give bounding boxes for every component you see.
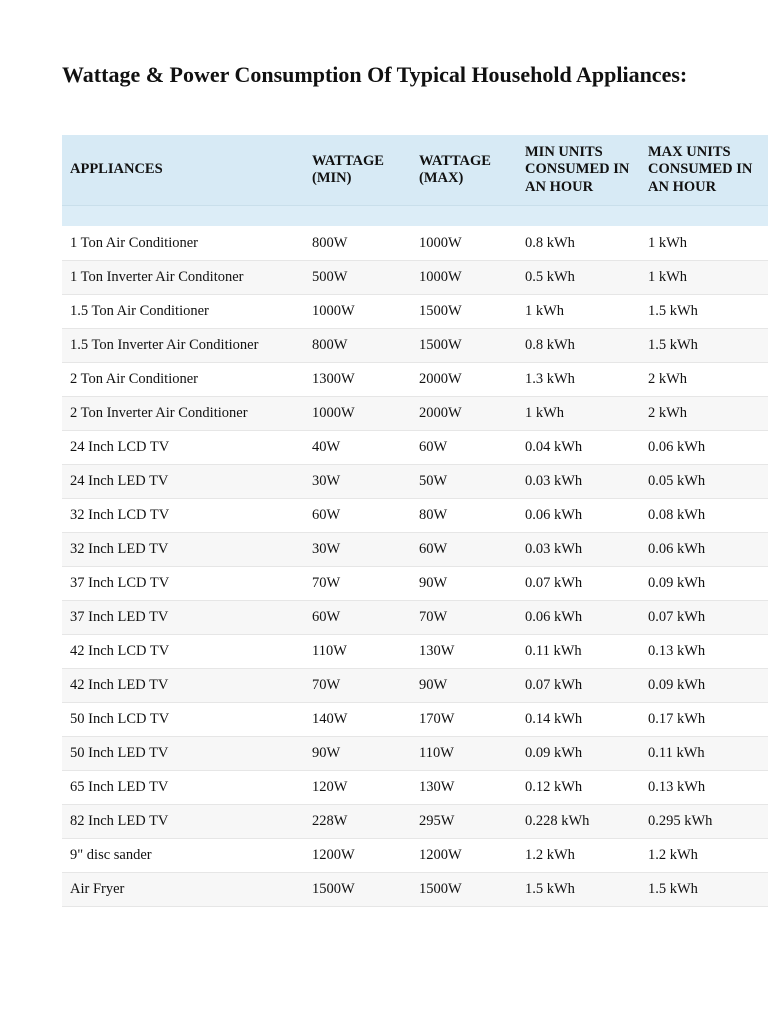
cell-appliance: 24 Inch LCD TV bbox=[62, 431, 304, 465]
cell-max-units: 0.08 kWh bbox=[640, 499, 768, 533]
cell-wattage-max: 60W bbox=[411, 533, 517, 567]
table-row bbox=[62, 261, 768, 295]
cell-wattage-min: 30W bbox=[304, 465, 411, 499]
cell-min-units: 0.03 kWh bbox=[517, 533, 640, 567]
table-row bbox=[62, 601, 768, 635]
cell-min-units: 0.07 kWh bbox=[517, 669, 640, 703]
cell-wattage-max: 1200W bbox=[411, 839, 517, 873]
header-wattage-max: WATTAGE (MAX) bbox=[411, 135, 517, 206]
cell-min-units: 0.12 kWh bbox=[517, 771, 640, 805]
cell-max-units: 0.13 kWh bbox=[640, 771, 768, 805]
cell-appliance: 32 Inch LCD TV bbox=[62, 499, 304, 533]
table-row bbox=[62, 771, 768, 805]
table-row bbox=[62, 226, 768, 261]
table-header bbox=[62, 135, 768, 226]
table-row bbox=[62, 703, 768, 737]
table-row bbox=[62, 533, 768, 567]
cell-max-units: 0.295 kWh bbox=[640, 805, 768, 839]
cell-wattage-max: 1500W bbox=[411, 295, 517, 329]
cell-min-units: 0.8 kWh bbox=[517, 329, 640, 363]
cell-min-units: 1 kWh bbox=[517, 397, 640, 431]
header-max-units: MAX UNITS CONSUMED IN AN HOUR bbox=[640, 135, 768, 206]
cell-appliance: 37 Inch LCD TV bbox=[62, 567, 304, 601]
cell-wattage-min: 60W bbox=[304, 499, 411, 533]
cell-wattage-min: 1500W bbox=[304, 873, 411, 907]
cell-appliance: Air Fryer bbox=[62, 873, 304, 907]
table-body bbox=[62, 226, 768, 907]
cell-wattage-max: 130W bbox=[411, 635, 517, 669]
page-title: Wattage & Power Consumption Of Typical Household Appliances: bbox=[62, 62, 688, 87]
cell-appliance: 65 Inch LED TV bbox=[62, 771, 304, 805]
cell-wattage-max: 90W bbox=[411, 669, 517, 703]
cell-min-units: 0.09 kWh bbox=[517, 737, 640, 771]
cell-wattage-max: 90W bbox=[411, 567, 517, 601]
cell-max-units: 0.13 kWh bbox=[640, 635, 768, 669]
cell-wattage-min: 1000W bbox=[304, 295, 411, 329]
table-row bbox=[62, 805, 768, 839]
cell-wattage-max: 1000W bbox=[411, 226, 517, 261]
cell-min-units: 0.06 kWh bbox=[517, 601, 640, 635]
table-row bbox=[62, 669, 768, 703]
cell-appliance: 37 Inch LED TV bbox=[62, 601, 304, 635]
table-row bbox=[62, 295, 768, 329]
cell-max-units: 0.11 kWh bbox=[640, 737, 768, 771]
header-min-units: MIN UNITS CONSUMED IN AN HOUR bbox=[517, 135, 640, 206]
cell-wattage-min: 500W bbox=[304, 261, 411, 295]
header-spacer bbox=[62, 206, 768, 227]
cell-appliance: 2 Ton Air Conditioner bbox=[62, 363, 304, 397]
cell-wattage-max: 2000W bbox=[411, 397, 517, 431]
cell-min-units: 0.07 kWh bbox=[517, 567, 640, 601]
cell-appliance: 1 Ton Inverter Air Conditoner bbox=[62, 261, 304, 295]
cell-min-units: 0.06 kWh bbox=[517, 499, 640, 533]
cell-min-units: 1.5 kWh bbox=[517, 873, 640, 907]
cell-wattage-min: 70W bbox=[304, 567, 411, 601]
cell-min-units: 0.03 kWh bbox=[517, 465, 640, 499]
cell-wattage-min: 70W bbox=[304, 669, 411, 703]
cell-appliance: 82 Inch LED TV bbox=[62, 805, 304, 839]
table-row bbox=[62, 635, 768, 669]
cell-max-units: 1.5 kWh bbox=[640, 329, 768, 363]
cell-wattage-min: 120W bbox=[304, 771, 411, 805]
cell-max-units: 1.2 kWh bbox=[640, 839, 768, 873]
table-row bbox=[62, 465, 768, 499]
table-row bbox=[62, 397, 768, 431]
cell-max-units: 2 kWh bbox=[640, 397, 768, 431]
cell-wattage-min: 30W bbox=[304, 533, 411, 567]
header-wattage-min: WATTAGE (MIN) bbox=[304, 135, 411, 206]
cell-wattage-max: 80W bbox=[411, 499, 517, 533]
table-row bbox=[62, 431, 768, 465]
cell-wattage-max: 2000W bbox=[411, 363, 517, 397]
cell-max-units: 0.09 kWh bbox=[640, 567, 768, 601]
cell-appliance: 50 Inch LED TV bbox=[62, 737, 304, 771]
cell-appliance: 42 Inch LED TV bbox=[62, 669, 304, 703]
cell-max-units: 1 kWh bbox=[640, 261, 768, 295]
cell-wattage-min: 800W bbox=[304, 329, 411, 363]
cell-wattage-min: 1000W bbox=[304, 397, 411, 431]
cell-max-units: 0.06 kWh bbox=[640, 533, 768, 567]
cell-min-units: 0.14 kWh bbox=[517, 703, 640, 737]
cell-appliance: 1.5 Ton Inverter Air Conditioner bbox=[62, 329, 304, 363]
cell-min-units: 0.228 kWh bbox=[517, 805, 640, 839]
cell-min-units: 0.5 kWh bbox=[517, 261, 640, 295]
cell-min-units: 0.04 kWh bbox=[517, 431, 640, 465]
cell-wattage-max: 1500W bbox=[411, 873, 517, 907]
appliance-table-container bbox=[62, 135, 768, 907]
cell-max-units: 0.06 kWh bbox=[640, 431, 768, 465]
cell-wattage-min: 40W bbox=[304, 431, 411, 465]
cell-wattage-max: 70W bbox=[411, 601, 517, 635]
cell-max-units: 2 kWh bbox=[640, 363, 768, 397]
table-row bbox=[62, 567, 768, 601]
cell-min-units: 1.2 kWh bbox=[517, 839, 640, 873]
cell-wattage-min: 90W bbox=[304, 737, 411, 771]
cell-wattage-max: 60W bbox=[411, 431, 517, 465]
cell-wattage-max: 1000W bbox=[411, 261, 517, 295]
cell-min-units: 1 kWh bbox=[517, 295, 640, 329]
cell-wattage-min: 228W bbox=[304, 805, 411, 839]
cell-wattage-min: 140W bbox=[304, 703, 411, 737]
cell-max-units: 1.5 kWh bbox=[640, 295, 768, 329]
cell-max-units: 0.05 kWh bbox=[640, 465, 768, 499]
cell-wattage-min: 60W bbox=[304, 601, 411, 635]
cell-appliance: 42 Inch LCD TV bbox=[62, 635, 304, 669]
cell-min-units: 0.8 kWh bbox=[517, 226, 640, 261]
cell-appliance: 24 Inch LED TV bbox=[62, 465, 304, 499]
cell-wattage-max: 170W bbox=[411, 703, 517, 737]
cell-wattage-max: 50W bbox=[411, 465, 517, 499]
cell-max-units: 0.09 kWh bbox=[640, 669, 768, 703]
cell-wattage-min: 1200W bbox=[304, 839, 411, 873]
table-row bbox=[62, 737, 768, 771]
cell-appliance: 1 Ton Air Conditioner bbox=[62, 226, 304, 261]
table-row bbox=[62, 873, 768, 907]
cell-max-units: 1.5 kWh bbox=[640, 873, 768, 907]
cell-min-units: 0.11 kWh bbox=[517, 635, 640, 669]
cell-wattage-max: 295W bbox=[411, 805, 517, 839]
table-row bbox=[62, 499, 768, 533]
header-spacer-row bbox=[62, 206, 768, 227]
appliance-wattage-table bbox=[62, 135, 768, 907]
cell-wattage-min: 800W bbox=[304, 226, 411, 261]
cell-appliance: 50 Inch LCD TV bbox=[62, 703, 304, 737]
cell-min-units: 1.3 kWh bbox=[517, 363, 640, 397]
table-row bbox=[62, 363, 768, 397]
cell-wattage-max: 130W bbox=[411, 771, 517, 805]
table-row bbox=[62, 839, 768, 873]
cell-wattage-max: 110W bbox=[411, 737, 517, 771]
cell-wattage-max: 1500W bbox=[411, 329, 517, 363]
cell-max-units: 0.17 kWh bbox=[640, 703, 768, 737]
cell-wattage-min: 110W bbox=[304, 635, 411, 669]
header-appliances: APPLIANCES bbox=[62, 135, 304, 206]
cell-appliance: 9" disc sander bbox=[62, 839, 304, 873]
cell-max-units: 1 kWh bbox=[640, 226, 768, 261]
cell-max-units: 0.07 kWh bbox=[640, 601, 768, 635]
cell-appliance: 32 Inch LED TV bbox=[62, 533, 304, 567]
cell-wattage-min: 1300W bbox=[304, 363, 411, 397]
cell-appliance: 2 Ton Inverter Air Conditioner bbox=[62, 397, 304, 431]
cell-appliance: 1.5 Ton Air Conditioner bbox=[62, 295, 304, 329]
header-row bbox=[62, 135, 768, 206]
table-row bbox=[62, 329, 768, 363]
